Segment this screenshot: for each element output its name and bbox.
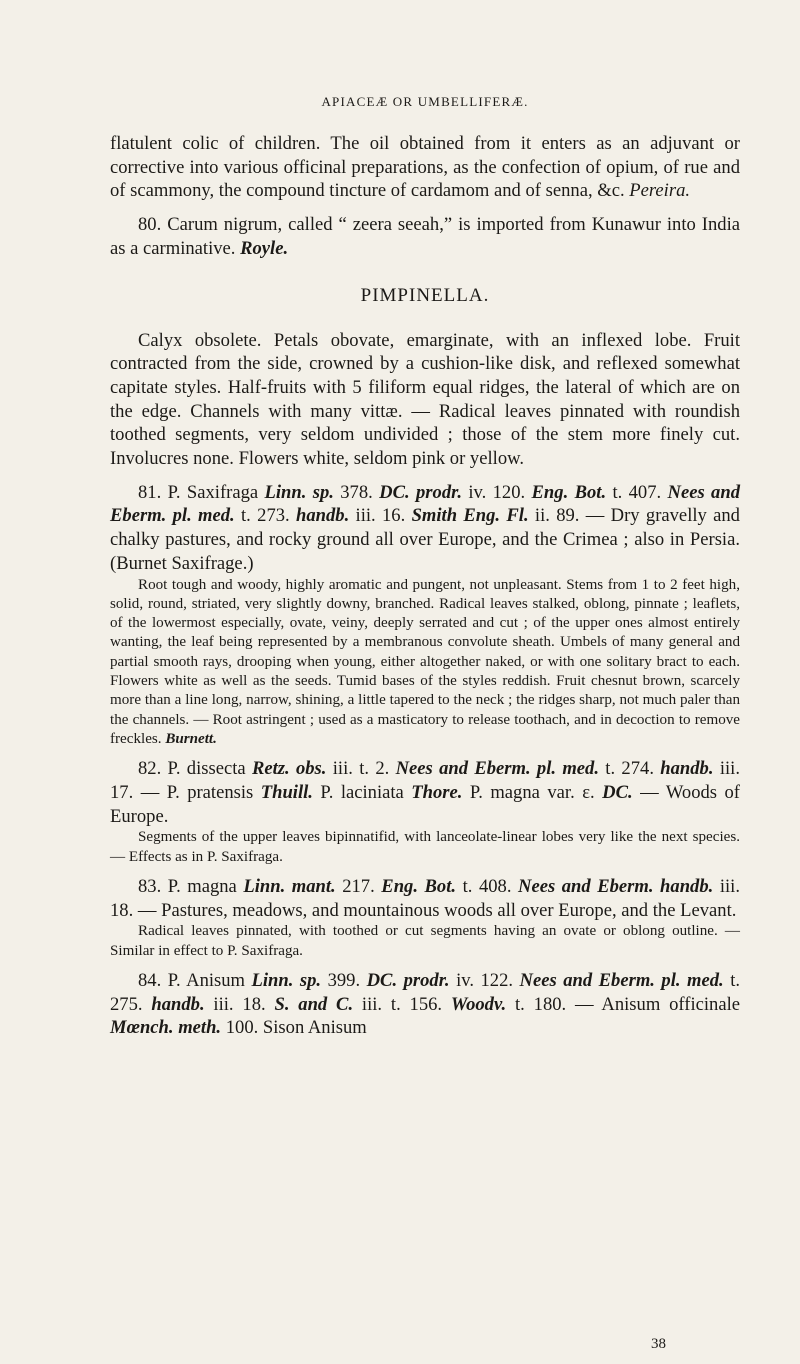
species-82-entry: 82. P. dissecta Retz. obs. iii. t. 2. Nees and Eberm. pl. med. t. 274. handb. iii. 17. — P. pratensis Thuill. P. laciniata Thore. P. magna var. ε. DC. — Woods of Europe. xyxy=(110,758,740,827)
species-83-entry: 83. P. magna Linn. mant. 217. Eng. Bot. t. 408. Nees and Eberm. handb. iii. 18. — Pastures, meadows, and mountainous woods all over Europe, and the Levant. xyxy=(110,875,740,921)
page-number: 38 xyxy=(651,1336,666,1352)
paragraph-80: 80. Carum nigrum, called “ zeera seeah,” is imported from Kunawur into India as a carminative. Royle. xyxy=(110,214,740,259)
running-head: APIACEÆ OR UMBELLIFERÆ. xyxy=(321,94,529,109)
genus-heading: PIMPINELLA. xyxy=(360,284,490,306)
citation-author: Royle. xyxy=(240,237,289,259)
genus-description: Calyx obsolete. Petals obovate, emarginate, with an inflexed lobe. Fruit contracted from the side, crowned by a cushion-like disk, and reflexed somewhat capitate styles. Half-fruits with 5 filiform equal ridges, the lateral of which are on the edge. Channels with many vittæ. — Radical leaves pinnated with roundish toothed segments, very seldom undivided ; those of the stem more finely cut. Involucres none. Flowers white, seldom pink or yellow. xyxy=(110,329,740,470)
citation-author: Pereira. xyxy=(629,180,691,202)
species-83-note: Radical leaves pinnated, with toothed or cut segments having an ovate or oblong outline. — Similar in effect to P. Saxifraga. xyxy=(110,923,740,959)
species-84-entry: 84. P. Anisum Linn. sp. 399. DC. prodr. iv. 122. Nees and Eberm. pl. med. t. 275. handb. iii. 18. S. and C. iii. t. 156. Woodv. t. 180. — Anisum officinale Mœnch. meth. 100. Sison Anisum xyxy=(110,969,741,1039)
species-81-entry: 81. P. Saxifraga Linn. sp. 378. DC. prodr. iv. 120. Eng. Bot. t. 407. Nees and Eberm. pl. med. t. 273. handb. iii. 16. Smith Eng. Fl. ii. 89. — Dry gravelly and chalky pastures, and rocky ground all over Europe, and the Crimea ; also in Persia. (Burnet Saxifrage.) xyxy=(110,481,740,574)
paragraph-continued: flatulent colic of children. The oil obtained from it enters as an adjuvant or corrective into various officinal preparations, as the confection of opium, of rue and of scammony, the compound tincture of cardamom and of senna, &c. Pereira. xyxy=(110,133,740,202)
species-81-note: Root tough and woody, highly aromatic and pungent, not unpleasant. Stems from 1 to 2 feet high, solid, round, striated, very slightly downy, branched. Radical leaves stalked, oblong, pinnate ; leaflets, of the lowermost especially, ovate, veiny, deeply serrated and cut ; of the upper ones almost entirely wanting, the leaf being represented by a membranous convolute sheath. Umbels of many general and partial smooth rays, drooping when young, either altogether naked, or with one solitary bract to each. Flowers white as well as the seeds. Tumid bases of the styles reddish. Fruit chesnut brown, scarcely more than a line long, narrow, shining, a little tapered to the neck ; the ridges sharp, not much paler than the channels. — Root astringent ; used as a masticatory to release toothach, and in decoction to remove freckles. Burnett. xyxy=(110,576,740,747)
species-82-note: Segments of the upper leaves bipinnatifid, with lanceolate-linear lobes very like the next species. — Effects as in P. Saxifraga. xyxy=(110,829,740,865)
